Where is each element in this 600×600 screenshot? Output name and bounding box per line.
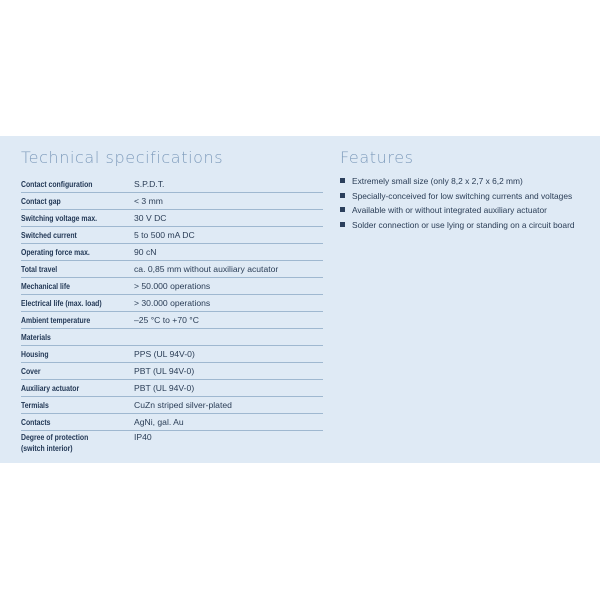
spec-value: 5 to 500 mA DC <box>134 230 195 240</box>
spec-label: Mechanical life <box>21 281 70 291</box>
spec-label: Cover <box>21 366 41 376</box>
spec-row <box>21 227 323 244</box>
spec-label: Total travel <box>21 264 58 274</box>
spec-label: Auxiliary actuator <box>21 383 80 393</box>
spec-row <box>21 312 323 329</box>
spec-label: Contacts <box>21 417 51 427</box>
spec-value: 90 cN <box>134 247 157 257</box>
spec-row <box>21 193 323 210</box>
spec-row <box>21 363 323 380</box>
square-bullet-icon <box>340 193 345 198</box>
spec-row-protection <box>21 431 323 456</box>
spec-label: Materials <box>21 332 51 342</box>
spec-label: Electrical life (max. load) <box>21 298 102 308</box>
spec-label: Housing <box>21 349 49 359</box>
spec-label: Operating force max. <box>21 247 90 257</box>
spec-row <box>21 329 323 346</box>
feature-text: Extremely small size (only 8,2 x 2,7 x 6,2 mm) <box>352 176 523 186</box>
features-list <box>340 175 598 233</box>
spec-row <box>21 397 323 414</box>
spec-label: Switched current <box>21 230 77 240</box>
spec-value: –25 °C to +70 °C <box>134 315 199 325</box>
spec-row <box>21 414 323 431</box>
spec-label-protection <box>21 432 118 454</box>
feature-item <box>340 175 598 190</box>
spec-row <box>21 295 323 312</box>
spec-value: > 50.000 operations <box>134 281 211 291</box>
spec-row <box>21 346 323 363</box>
feature-item <box>340 219 598 234</box>
technical-specifications-heading: Technical specifications <box>21 148 224 167</box>
spec-label: Contact configuration <box>21 179 93 189</box>
spec-row <box>21 210 323 227</box>
spec-value: ca. 0,85 mm without auxiliary acutator <box>134 264 279 274</box>
spec-value: PPS (UL 94V-0) <box>134 349 195 359</box>
spec-value: AgNi, gal. Au <box>134 417 184 427</box>
spec-row <box>21 244 323 261</box>
spec-row <box>21 278 323 295</box>
square-bullet-icon <box>340 207 345 212</box>
spec-label: Switching voltage max. <box>21 213 98 223</box>
spec-label: Contact gap <box>21 196 61 206</box>
spec-value: IP40 <box>134 432 152 442</box>
features-heading: Features <box>340 148 414 167</box>
square-bullet-icon <box>340 222 345 227</box>
spec-label: Termials <box>21 400 49 410</box>
spec-value: > 30.000 operations <box>134 298 211 308</box>
feature-text: Available with or without integrated auxiliary actuator <box>352 205 547 216</box>
spec-value: PBT (UL 94V-0) <box>134 383 195 393</box>
spec-row <box>21 176 323 193</box>
spec-row <box>21 261 323 278</box>
spec-value: < 3 mm <box>134 196 163 206</box>
spec-value: 30 V DC <box>134 213 167 223</box>
spec-value: CuZn striped silver-plated <box>134 400 232 410</box>
spec-value: PBT (UL 94V-0) <box>134 366 195 376</box>
feature-text: Solder connection or use lying or standing on a circuit board <box>352 219 575 230</box>
spec-row <box>21 380 323 397</box>
feature-text: Specially-conceived for low switching currents and voltages <box>352 190 573 201</box>
specifications-table <box>21 176 323 456</box>
spec-label-line2: (switch interior) <box>21 444 73 453</box>
spec-label-line1: Degree of protection <box>21 433 89 442</box>
spec-value: S.P.D.T. <box>134 179 165 189</box>
spec-label: Ambient temperature <box>21 315 91 325</box>
feature-item <box>340 204 598 219</box>
feature-item <box>340 190 598 205</box>
square-bullet-icon <box>340 178 345 183</box>
